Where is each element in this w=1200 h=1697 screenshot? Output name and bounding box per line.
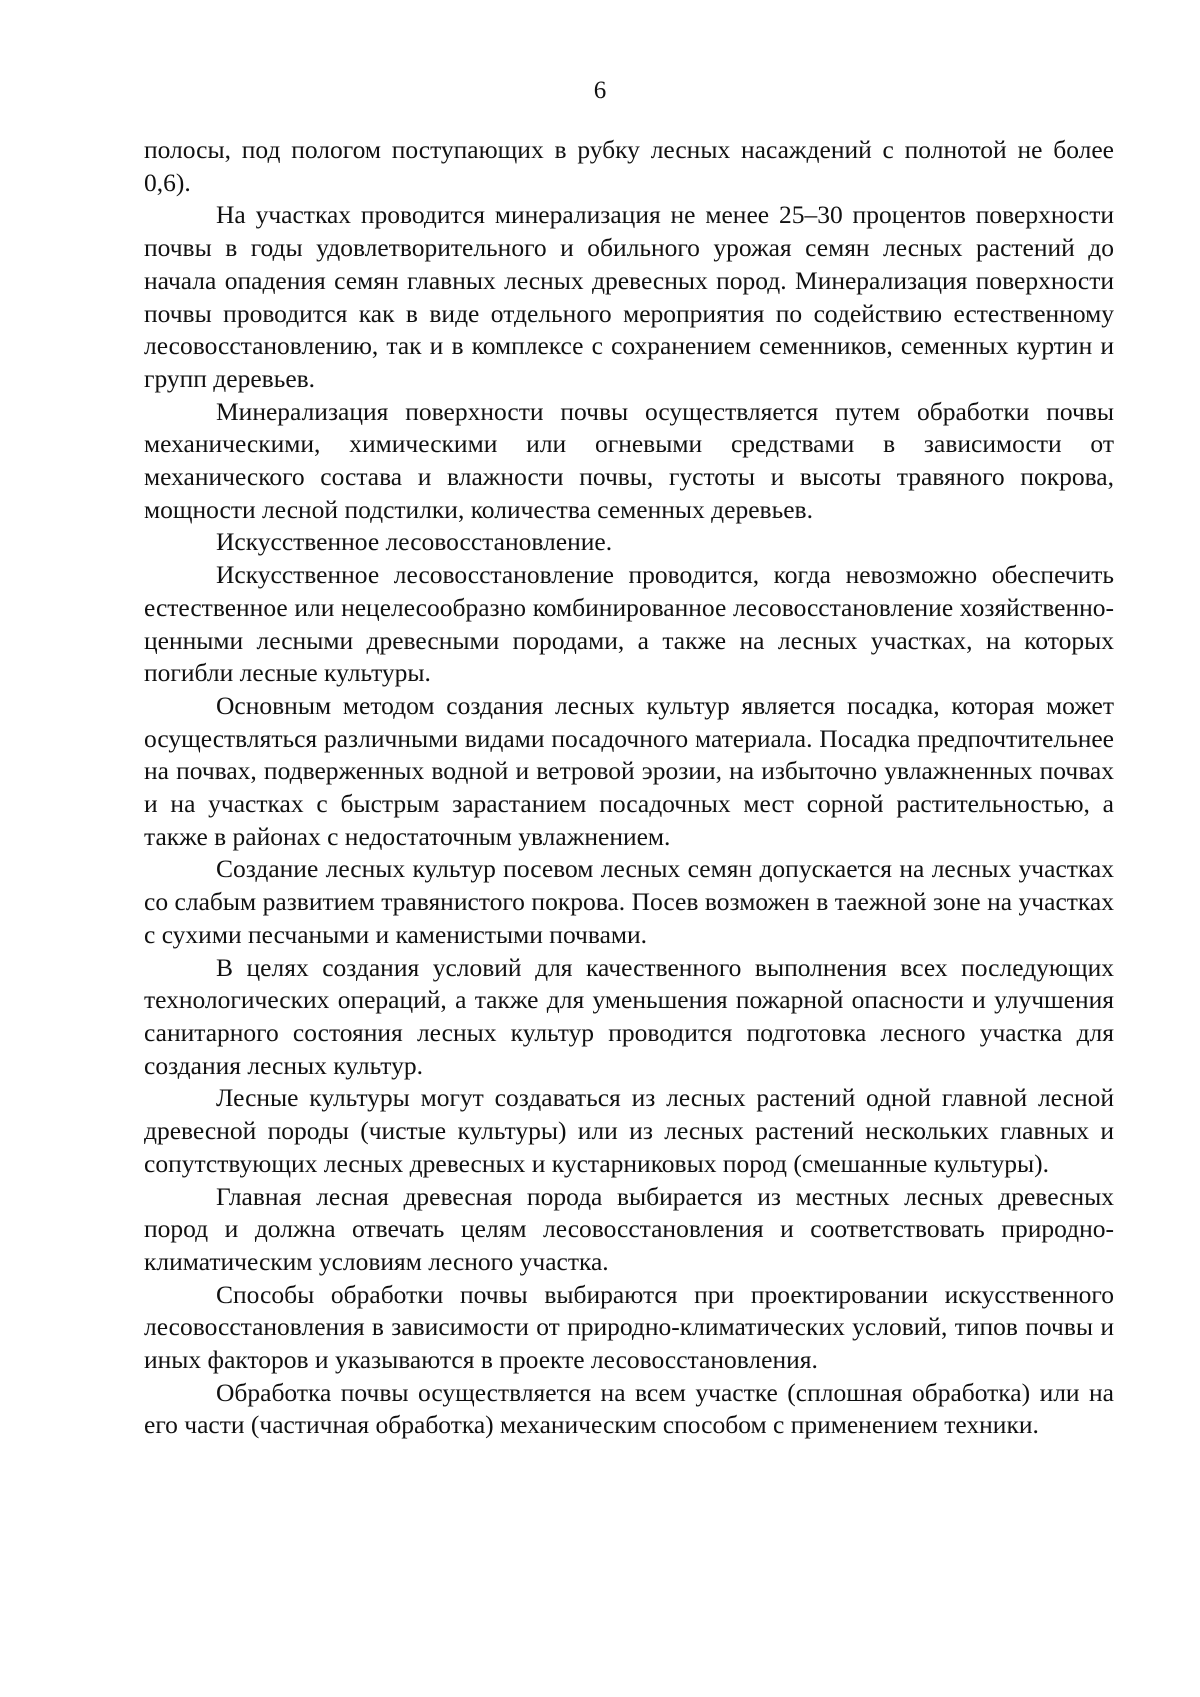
- paragraph: В целях создания условий для качественного выполнения всех последующих технологических операций, а также для уменьшения пожарной опасности и улучшения санитарного состояния лесных культур проводится подготовка лесного участка для создания лесных культур.: [144, 952, 1114, 1080]
- document-body: [144, 134, 1114, 1442]
- page-number: 6: [593, 77, 607, 104]
- paragraph: Обработка почвы осуществляется на всем участке (сплошная обработка) или на его части (частичная обработка) механическим способом с применением техники.: [144, 1377, 1114, 1440]
- paragraph: Минерализация поверхности почвы осуществляется путем обработки почвы механическими, химическими или огневыми средствами в зависимости от механического состава и влажности почвы, густоты и высоты травяного покрова, мощности лесной подстилки, количества семенных деревьев.: [144, 396, 1114, 524]
- paragraph: Способы обработки почвы выбираются при проектировании искусственного лесовосстановления в зависимости от природно-климатических условий, типов почвы и иных факторов и указываются в проекте лесовосстановления.: [144, 1279, 1114, 1375]
- paragraph: Создание лесных культур посевом лесных семян допускается на лесных участках со слабым развитием травянистого покрова. Посев возможен в таежной зоне на участках с сухими песчаными и каменистыми почвами.: [144, 854, 1114, 949]
- paragraph: На участках проводится минерализация не менее 25–30 процентов поверхности почвы в годы удовлетворительного и обильного урожая семян лесных растений до начала опадения семян главных лесных древесных пород. Минерализация поверхности почвы проводится как в виде отдельного мероприятия по содействию естественному лесовосстановлению, так и в комплексе с сохранением семенников, семенных куртин и групп деревьев.: [144, 200, 1114, 393]
- paragraph: Искусственное лесовосстановление проводится, когда невозможно обеспечить естественное или нецелесообразно комбинированное лесовосстановление хозяйственно-ценными лесными древесными породами, а также на лесных участках, на которых погибли лесные культуры.: [144, 560, 1114, 688]
- paragraph: полосы, под пологом поступающих в рубку лесных насаждений с полнотой не более 0,6).: [144, 135, 1114, 197]
- paragraph: Главная лесная древесная порода выбирается из местных лесных древесных пород и должна отвечать целям лесовосстановления и соответствовать природно-климатическим условиям лесного участка.: [144, 1181, 1114, 1276]
- section-heading: Искусственное лесовосстановление.: [216, 527, 613, 557]
- paragraph: Основным методом создания лесных культур является посадка, которая может осуществляться различными видами посадочного материала. Посадка предпочтительнее на почвах, подверженных водной и ветровой эрозии, на избыточно увлажненных почвах и на участках с быстрым зарастанием посадочных мест сорной растительностью, а также в районах с недостаточным увлажнением.: [144, 690, 1114, 851]
- paragraph: Лесные культуры могут создаваться из лесных растений одной главной лесной древесной породы (чистые культуры) или из лесных растений нескольких главных и сопутствующих лесных древесных и кустарниковых пород (смешанные культуры).: [144, 1083, 1114, 1178]
